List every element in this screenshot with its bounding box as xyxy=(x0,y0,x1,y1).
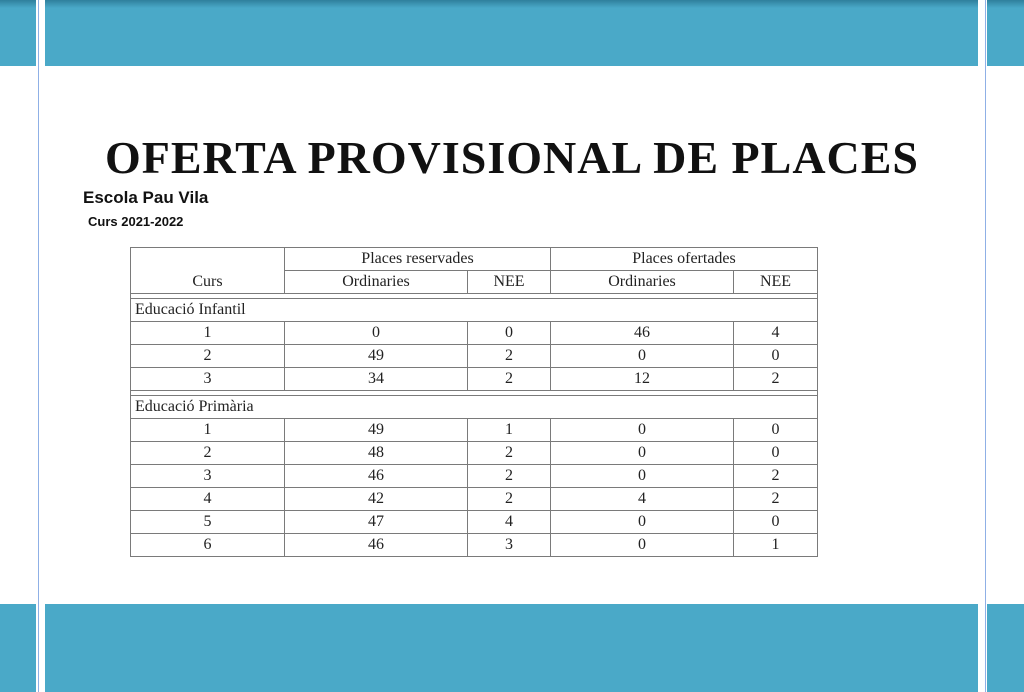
bottom-color-band xyxy=(0,604,1024,692)
cell-reservades-ordinaries: 48 xyxy=(285,442,468,465)
cell-reservades-nee: 2 xyxy=(468,488,551,511)
cell-curs: 2 xyxy=(131,345,285,368)
header-ofertades-ordinaries: Ordinaries xyxy=(551,271,734,294)
cell-ofertades-nee: 0 xyxy=(734,442,818,465)
table-row xyxy=(131,322,818,345)
cell-reservades-nee: 4 xyxy=(468,511,551,534)
cell-ofertades-ordinaries: 4 xyxy=(551,488,734,511)
cell-curs: 3 xyxy=(131,368,285,391)
school-name: Escola Pau Vila xyxy=(83,188,209,207)
cell-ofertades-nee: 2 xyxy=(734,368,818,391)
cell-curs: 5 xyxy=(131,511,285,534)
cell-ofertades-nee: 0 xyxy=(734,345,818,368)
cell-ofertades-nee: 0 xyxy=(734,511,818,534)
course-year: Curs 2021-2022 xyxy=(88,214,184,229)
cell-curs: 1 xyxy=(131,419,285,442)
cell-reservades-ordinaries: 49 xyxy=(285,345,468,368)
cell-reservades-ordinaries: 46 xyxy=(285,465,468,488)
cell-reservades-ordinaries: 46 xyxy=(285,534,468,557)
cell-ofertades-ordinaries: 0 xyxy=(551,511,734,534)
table-row xyxy=(131,511,818,534)
places-table xyxy=(130,247,818,557)
table-row xyxy=(131,345,818,368)
cell-ofertades-ordinaries: 0 xyxy=(551,442,734,465)
cell-reservades-nee: 3 xyxy=(468,534,551,557)
cell-reservades-ordinaries: 49 xyxy=(285,419,468,442)
cell-ofertades-nee: 2 xyxy=(734,465,818,488)
cell-reservades-nee: 2 xyxy=(468,345,551,368)
header-places-ofertades: Places ofertades xyxy=(551,248,818,271)
cell-reservades-nee: 2 xyxy=(468,442,551,465)
table-row xyxy=(131,419,818,442)
section-label: Educació Primària xyxy=(131,396,818,419)
document-title: OFERTA PROVISIONAL DE PLACES xyxy=(104,132,920,183)
cell-ofertades-ordinaries: 0 xyxy=(551,345,734,368)
cell-ofertades-nee: 2 xyxy=(734,488,818,511)
cell-reservades-nee: 2 xyxy=(468,368,551,391)
cell-reservades-ordinaries: 34 xyxy=(285,368,468,391)
header-reservades-ordinaries: Ordinaries xyxy=(285,271,468,294)
cell-reservades-ordinaries: 42 xyxy=(285,488,468,511)
cell-ofertades-ordinaries: 12 xyxy=(551,368,734,391)
table-row xyxy=(131,534,818,557)
table-header-row xyxy=(131,248,818,271)
header-places-reservades: Places reservades xyxy=(285,248,551,271)
cell-reservades-nee: 0 xyxy=(468,322,551,345)
cell-ofertades-ordinaries: 0 xyxy=(551,465,734,488)
top-color-band xyxy=(0,0,1024,66)
cell-curs: 2 xyxy=(131,442,285,465)
table-row xyxy=(131,368,818,391)
cell-curs: 3 xyxy=(131,465,285,488)
table-row xyxy=(131,442,818,465)
cell-curs: 1 xyxy=(131,322,285,345)
cell-ofertades-ordinaries: 46 xyxy=(551,322,734,345)
section-header-row xyxy=(131,299,818,322)
right-page-edge xyxy=(985,0,986,692)
cell-ofertades-ordinaries: 0 xyxy=(551,534,734,557)
cell-ofertades-nee: 0 xyxy=(734,419,818,442)
cell-curs: 4 xyxy=(131,488,285,511)
cell-reservades-nee: 1 xyxy=(468,419,551,442)
cell-reservades-ordinaries: 47 xyxy=(285,511,468,534)
cell-ofertades-nee: 1 xyxy=(734,534,818,557)
cell-curs: 6 xyxy=(131,534,285,557)
section-header-row xyxy=(131,396,818,419)
left-page-edge xyxy=(38,0,39,692)
cell-reservades-ordinaries: 0 xyxy=(285,322,468,345)
header-ofertades-nee: NEE xyxy=(734,271,818,294)
header-curs: Curs xyxy=(131,248,285,294)
cell-ofertades-nee: 4 xyxy=(734,322,818,345)
table-row xyxy=(131,488,818,511)
cell-ofertades-ordinaries: 0 xyxy=(551,419,734,442)
header-reservades-nee: NEE xyxy=(468,271,551,294)
cell-reservades-nee: 2 xyxy=(468,465,551,488)
table-row xyxy=(131,465,818,488)
section-label: Educació Infantil xyxy=(131,299,818,322)
